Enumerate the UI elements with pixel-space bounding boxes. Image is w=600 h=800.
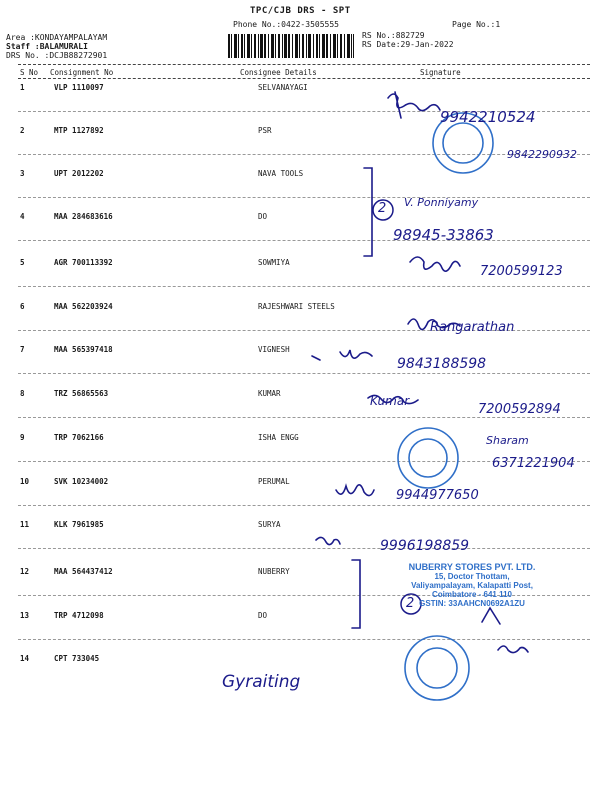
row-divider <box>18 417 590 418</box>
row-divider <box>18 154 590 155</box>
stamp-address-line-1: 15, Doctor Thottam, <box>434 572 510 581</box>
table-row <box>0 520 600 550</box>
column-header-consignment: Consignment No <box>50 68 114 77</box>
row-consignment-no: UPT 2012202 <box>54 169 104 178</box>
handwritten-phone-row-1: 9942210524 <box>440 108 536 126</box>
row-sno: 13 <box>20 611 30 620</box>
row-sno: 10 <box>20 477 30 486</box>
column-header-sno: S No <box>20 68 39 77</box>
row-sno: 12 <box>20 567 30 576</box>
company-stamp <box>392 562 552 632</box>
table-row <box>0 212 600 242</box>
stamp-company-name: NUBERRY STORES PVT. LTD. <box>408 562 536 572</box>
column-header-signature: Signature <box>420 68 461 77</box>
row-sno: 5 <box>20 258 25 267</box>
row-consignment-no: TRZ 56865563 <box>54 389 109 398</box>
header-divider-top <box>18 64 590 65</box>
handwritten-phone-rows-3-4: 98945-33863 <box>393 226 494 244</box>
rs-number: RS No.:882729 <box>362 31 425 40</box>
row-consignee: KUMAR <box>258 389 281 398</box>
row-consignment-no: MAA 284683616 <box>54 212 113 221</box>
row-consignment-no: TRP 7062166 <box>54 433 104 442</box>
stamp-address-line-3: Coimbatore - 641 110 <box>431 590 513 599</box>
row-consignee: DO <box>258 212 268 221</box>
row-consignee: NUBERRY <box>258 567 290 576</box>
rs-date: RS Date:29-Jan-2022 <box>362 40 454 49</box>
row-divider <box>18 240 590 241</box>
column-header-consignee: Consignee Details <box>240 68 317 77</box>
row-consignment-no: CPT 733045 <box>54 654 100 663</box>
row-consignment-no: AGR 700113392 <box>54 258 113 267</box>
row-divider <box>18 639 590 640</box>
row-sno: 2 <box>20 126 25 135</box>
row-sno: 1 <box>20 83 25 92</box>
handwritten-phone-row-5: 7200599123 <box>480 264 563 279</box>
barcode-image <box>228 34 354 58</box>
row-sno: 4 <box>20 212 25 221</box>
row-divider <box>18 373 590 374</box>
row-sno: 3 <box>20 169 25 178</box>
header-divider-bottom <box>18 78 590 79</box>
table-row <box>0 477 600 507</box>
table-row <box>0 169 600 199</box>
handwritten-count-rows-3-4: 2 <box>378 201 387 216</box>
staff-label: Staff :BALAMURALI <box>6 42 88 51</box>
row-consignment-no: TRP 4712098 <box>54 611 104 620</box>
handwritten-name-row-9: Sharam <box>486 434 529 447</box>
row-consignee: ISHA ENGG <box>258 433 299 442</box>
handwritten-name-row-14: Gyraiting <box>222 672 301 692</box>
row-consignee: SELVANAYAGI <box>258 83 308 92</box>
sheet-title: TPC/CJB DRS - SPT <box>250 6 351 16</box>
row-divider <box>18 548 590 549</box>
row-consignee: DO <box>258 611 268 620</box>
row-sno: 6 <box>20 302 25 311</box>
row-divider <box>18 505 590 506</box>
handwritten-name-rows-3-4: V. Ponniyamy <box>404 196 479 209</box>
row-sno: 7 <box>20 345 25 354</box>
handwritten-phone-row-7: 9843188598 <box>397 356 487 372</box>
row-consignment-no: MAA 565397418 <box>54 345 113 354</box>
handwritten-phone-row-10: 9944977650 <box>396 488 479 503</box>
area-label: Area :KONDAYAMPALAYAM <box>6 33 108 42</box>
row-consignment-no: KLK 7961985 <box>54 520 104 529</box>
row-sno: 8 <box>20 389 25 398</box>
handwritten-name-row-8: Kumar <box>370 394 410 408</box>
row-consignee: VIGNESH <box>258 345 290 354</box>
row-divider <box>18 197 590 198</box>
stamp-address-line-2: Valiyampalayam, Kalapatti Post, <box>411 581 533 590</box>
row-consignee: NAVA TOOLS <box>258 169 304 178</box>
handwritten-phone-row-2: 9842290932 <box>507 148 577 161</box>
row-consignment-no: MAA 564437412 <box>54 567 113 576</box>
handwritten-count-rows-12-13: 2 <box>406 596 415 611</box>
drs-number: DRS No. :DCJB88272901 <box>6 51 108 60</box>
row-consignee: SOWMIYA <box>258 258 290 267</box>
row-sno: 14 <box>20 654 30 663</box>
handwritten-name-row-6: Rangarathan <box>430 320 515 335</box>
page-number: Page No.:1 <box>452 20 501 29</box>
table-row <box>0 345 600 375</box>
row-divider <box>18 286 590 287</box>
stamp-gstin: GSTIN: 33AAHCN0692A1ZU <box>419 599 525 608</box>
row-consignee: PERUMAL <box>258 477 290 486</box>
handwritten-phone-row-8: 7200592894 <box>478 402 561 417</box>
phone-number: Phone No.:0422-3505555 <box>233 20 339 29</box>
row-consignee: SURYA <box>258 520 281 529</box>
row-sno: 11 <box>20 520 30 529</box>
handwritten-phone-row-9: 6371221904 <box>492 456 575 471</box>
row-consignment-no: MAA 562203924 <box>54 302 113 311</box>
row-consignment-no: MTP 1127892 <box>54 126 104 135</box>
row-consignee: PSR <box>258 126 272 135</box>
row-consignment-no: SVK 10234002 <box>54 477 109 486</box>
row-consignment-no: VLP 1110097 <box>54 83 104 92</box>
row-sno: 9 <box>20 433 25 442</box>
handwritten-phone-row-11: 9996198859 <box>380 538 470 554</box>
row-consignee: RAJESHWARI STEELS <box>258 302 335 311</box>
